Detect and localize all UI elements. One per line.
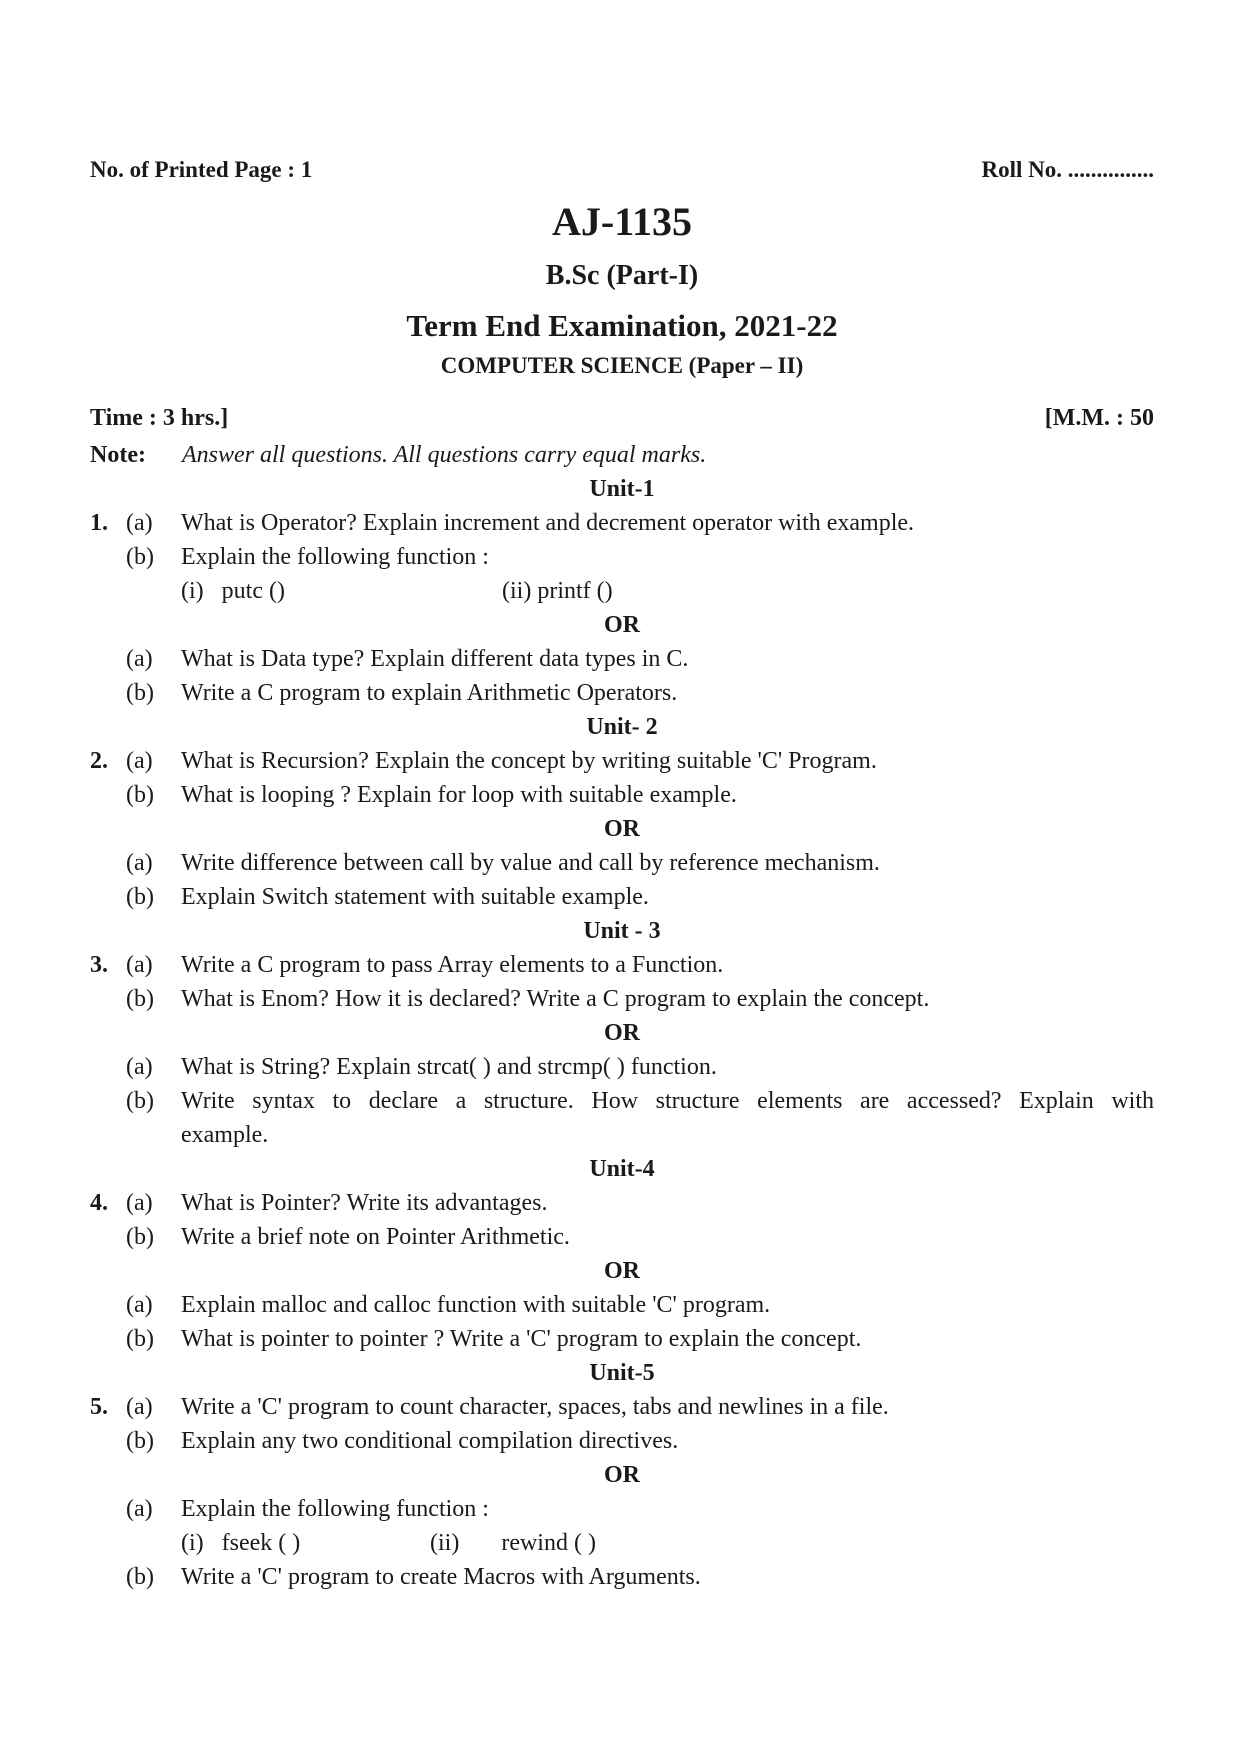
subject-title: COMPUTER SCIENCE (Paper – II): [440, 353, 804, 378]
part-label: (b): [126, 1224, 154, 1250]
part-label: (a): [126, 510, 153, 536]
note-text: Answer all questions. All questions carry equal marks.: [182, 442, 707, 468]
part-label: (a): [126, 1190, 153, 1216]
course-title: B.Sc (Part-I): [545, 260, 699, 291]
question-part: [90, 642, 1154, 676]
question-text: What is looping ? Explain for loop with suitable example.: [181, 782, 737, 808]
question-text: What is Operator? Explain increment and decrement operator with example.: [181, 510, 915, 536]
part-label: (a): [126, 1292, 153, 1318]
function-options: [90, 574, 1154, 608]
unit-title: Unit - 3: [583, 918, 661, 944]
question-number: 4.: [90, 1190, 108, 1216]
question-number: 1.: [90, 510, 108, 536]
part-label: (b): [126, 1428, 154, 1454]
question-number: 2.: [90, 748, 108, 774]
question-part: [90, 676, 1154, 710]
function-option: (ii) rewind ( ): [430, 1530, 596, 1556]
question-text: Explain Switch statement with suitable example.: [181, 884, 649, 910]
question-text: Write syntax to declare a structure. How structure elements are accessed? Explain with: [181, 1088, 1154, 1114]
question-text: What is pointer to pointer ? Write a 'C' program to explain the concept.: [181, 1326, 862, 1352]
part-label: (a): [126, 646, 153, 672]
question-text: What is Recursion? Explain the concept by writing suitable 'C' Program.: [181, 748, 877, 774]
part-label: (b): [126, 1088, 154, 1114]
or-separator: OR: [604, 1462, 640, 1488]
question-part: [90, 1288, 1154, 1322]
question-part: [90, 1084, 1154, 1118]
instructions-note: [90, 438, 1154, 472]
question-text: Explain any two conditional compilation directives.: [181, 1428, 679, 1454]
question-text: Explain malloc and calloc function with suitable 'C' program.: [181, 1292, 771, 1318]
question-text: What is Enom? How it is declared? Write a C program to explain the concept.: [181, 986, 930, 1012]
question-text: Write a 'C' program to count character, spaces, tabs and newlines in a file.: [181, 1394, 889, 1420]
unit-title: Unit-1: [589, 476, 655, 502]
part-label: (b): [126, 544, 154, 570]
printed-pages: No. of Printed Page : 1: [90, 157, 313, 182]
question-part: [90, 1560, 1154, 1594]
question-text: Explain the following function :: [181, 1496, 489, 1522]
time-marks-line: [90, 398, 1154, 438]
time-allowed: Time : 3 hrs.]: [90, 405, 229, 431]
part-label: (b): [126, 1326, 154, 1352]
function-options: [90, 1526, 1154, 1560]
note-label: Note:: [90, 442, 146, 468]
question-part: [90, 982, 1154, 1016]
question-list: [90, 472, 1154, 1594]
question-text: Explain the following function :: [181, 544, 489, 570]
paper-code: AJ-1135: [552, 199, 692, 244]
question-part: [90, 1220, 1154, 1254]
part-label: (b): [126, 680, 154, 706]
question-text: What is Pointer? Write its advantages.: [181, 1190, 548, 1216]
question-text: What is Data type? Explain different data types in C.: [181, 646, 689, 672]
question-part: [90, 1050, 1154, 1084]
part-label: (a): [126, 1394, 153, 1420]
question-text: Write a 'C' program to create Macros with Arguments.: [181, 1564, 701, 1590]
question-part: [90, 1390, 1154, 1424]
part-label: (a): [126, 952, 153, 978]
part-label: (b): [126, 884, 154, 910]
part-label: (b): [126, 782, 154, 808]
question-part: [90, 744, 1154, 778]
question-number: 5.: [90, 1394, 108, 1420]
question-part: [90, 1424, 1154, 1458]
part-label: (a): [126, 748, 153, 774]
question-part: [90, 506, 1154, 540]
function-option: (i) fseek ( ): [181, 1530, 301, 1556]
function-option: (ii) printf (): [502, 578, 613, 604]
question-part: [90, 540, 1154, 574]
or-separator: OR: [604, 1020, 640, 1046]
question-text: Write difference between call by value and call by reference mechanism.: [181, 850, 880, 876]
question-text: Write a brief note on Pointer Arithmetic.: [181, 1224, 570, 1250]
unit-title: Unit- 2: [586, 714, 658, 740]
part-label: (a): [126, 850, 153, 876]
question-text: Write a C program to explain Arithmetic Operators.: [181, 680, 678, 706]
exam-paper: [90, 150, 1154, 1594]
part-label: (b): [126, 1564, 154, 1590]
unit-title: Unit-4: [589, 1156, 655, 1182]
or-separator: OR: [604, 612, 640, 638]
question-part-continued: [90, 1118, 1154, 1152]
roll-no: Roll No. ...............: [981, 157, 1154, 182]
question-part: [90, 846, 1154, 880]
question-text-continued: example.: [181, 1122, 269, 1148]
exam-title: Term End Examination, 2021-22: [406, 308, 838, 343]
part-label: (a): [126, 1054, 153, 1080]
question-part: [90, 880, 1154, 914]
unit-title: Unit-5: [589, 1360, 655, 1386]
question-part: [90, 778, 1154, 812]
top-header-line: [90, 150, 1154, 190]
part-label: (a): [126, 1496, 153, 1522]
question-number: 3.: [90, 952, 108, 978]
function-option: (i) putc (): [181, 578, 285, 604]
question-part: [90, 1492, 1154, 1526]
question-part: [90, 1186, 1154, 1220]
question-part: [90, 1322, 1154, 1356]
part-label: (b): [126, 986, 154, 1012]
question-text: Write a C program to pass Array elements to a Function.: [181, 952, 724, 978]
question-text: What is String? Explain strcat( ) and strcmp( ) function.: [181, 1054, 717, 1080]
or-separator: OR: [604, 1258, 640, 1284]
max-marks: [M.M. : 50: [1044, 405, 1154, 431]
question-part: [90, 948, 1154, 982]
or-separator: OR: [604, 816, 640, 842]
